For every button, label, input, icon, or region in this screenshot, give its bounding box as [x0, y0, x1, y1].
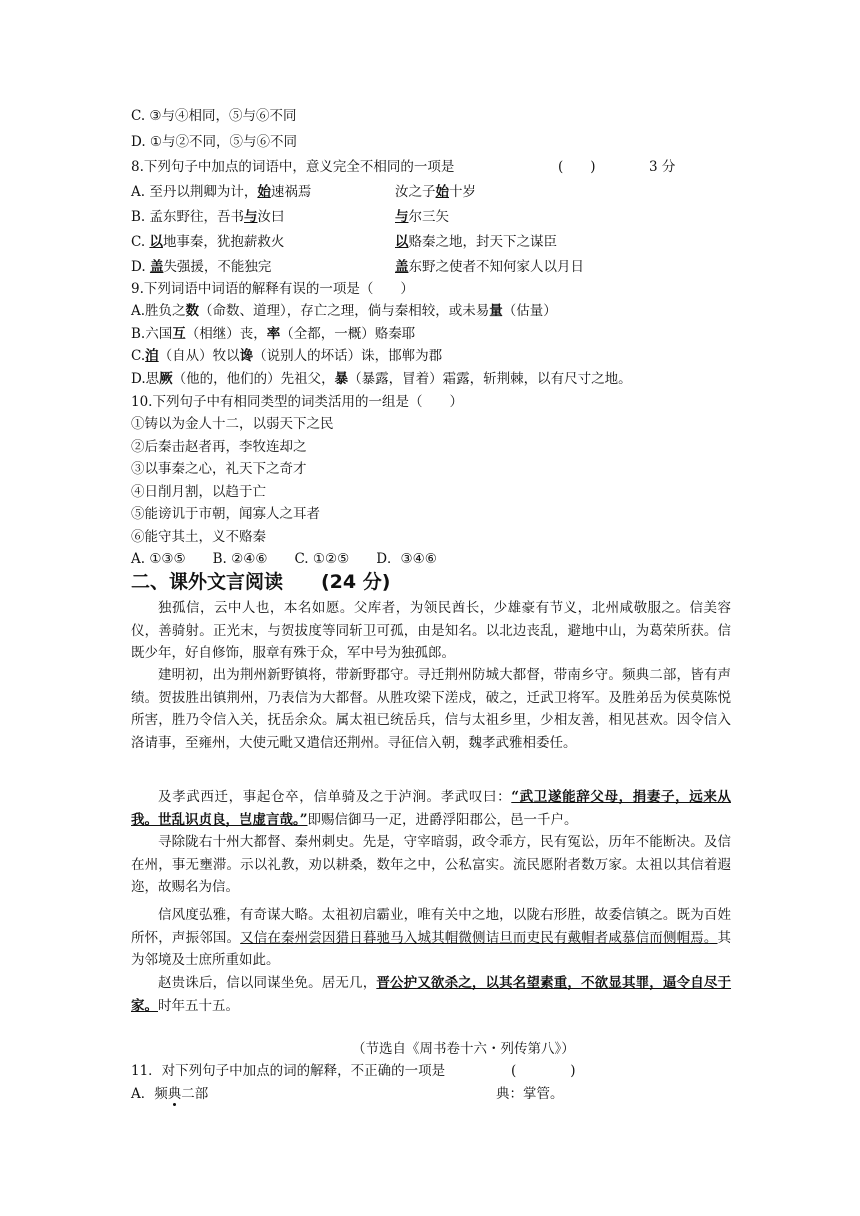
q8-option-d: D. 盖失强援，不能独完 — [131, 259, 272, 275]
q9-option-a: A.胜负之数（命数、道理），存亡之理，倘与秦相较，或未易量（估量） — [131, 303, 557, 319]
underlined-sentence: 晋公护又欲杀之，以其名望素重，不欲显其罪，逼令自尽于家。 — [131, 975, 732, 1014]
q8-option-b: B. 孟东野往，吾书与汝曰 — [131, 209, 285, 225]
dotted-word: 盖 — [149, 259, 164, 275]
q10-item: ④日削月割，以趋于亡 — [131, 484, 266, 500]
q9-option-c: C.洎（自从）牧以谗（说别人的坏话）诛，邯郸为郡 — [131, 348, 443, 364]
q10-item: ①铸以为金人十二，以弱天下之民 — [131, 416, 334, 432]
passage-paragraph-3: 及孝武西迁，事起仓卒，信单骑及之于泸涧。孝武叹曰：“武卫遂能辞父母，捐妻子，远来从我。世乱识贞良，岂虚言哉。”即赐信御马一疋，进爵浮阳郡公，邑一千户。 — [131, 789, 732, 828]
dotted-word: 盖 — [395, 259, 409, 275]
q9-option-b: B.六国互（相继）丧，率（全都，一概）赂秦耶 — [131, 326, 416, 342]
q11-option-a-answer: 典：掌管。 — [496, 1086, 564, 1102]
q8-option-b-pair: 与尔三矢 — [395, 209, 449, 225]
underlined-quote: “武卫遂能辞父母，捐妻子，远来从我。世乱识贞良，岂虚言哉。” — [131, 789, 732, 828]
underlined-sentence: 又信在秦州尝因猎日暮驰马入城其帽微侧诘旦而吏民有戴帽者咸慕信而侧帽焉。 — [240, 929, 718, 946]
q8-option-a-pair: 汝之子始十岁 — [395, 184, 476, 200]
passage-paragraph-2: 建明初，出为荆州新野镇将，带新野郡守。寻迁荆州防城大都督，带南乡守。频典二部，皆有声绩。贺拔胜出镇荆州，乃表信为大都督。从胜攻梁下溠戍，破之，迁武卫将军。及胜弟岳为侯莫陈悦所害，胜乃令信入关，抚岳余众。属太祖已统岳兵，信与太祖乡里，少相友善，相见甚欢。因令信入洛请事，至雍州，大使元毗又遣信还荆州。寻征信入朝，魏孝武雅相委任。 — [131, 667, 731, 751]
q11-stem: 11．对下列句子中加点的词的解释，不正确的一项是 — [131, 1063, 446, 1079]
passage-paragraph-5: 信风度弘雅，有奇谋大略。太祖初启霸业，唯有关中之地，以陇右形胜，故委信镇之。既为百姓所怀，声振邻国。又信在秦州尝因猎日暮驰马入城其帽微侧诘旦而吏民有戴帽者咸慕信而侧帽焉。其为邻境及士庶所重如此。 — [131, 907, 732, 968]
dotted-word: 始 — [435, 184, 449, 200]
passage-paragraph-4: 寻除陇右十州大都督、秦州刺史。先是，守宰暗弱，政令乖方，民有冤讼，历年不能断决。及信在州，事无壅滞。示以礼教，劝以耕桑，数年之中，公私富实。流民愿附者数万家。太祖以其信着遐迩，故赐名为信。 — [131, 834, 731, 895]
dotted-word: 以 — [149, 234, 163, 250]
section-heading: 二、课外文言阅读 (24 分) — [131, 571, 391, 593]
dotted-word: 始 — [257, 184, 271, 200]
dotted-word: 以 — [395, 234, 409, 250]
q8-paren: ( ) — [558, 159, 596, 175]
q8-stem: 8.下列句子中加点的词语中，意义完全不相同的一项是 — [131, 159, 455, 175]
q9-stem: 9.下列词语中词语的解释有误的一项是（ ） — [131, 281, 414, 297]
q10-item: ②后秦击赵者再，李牧连却之 — [131, 439, 307, 455]
dotted-word: 与 — [395, 209, 409, 225]
passage-paragraph-1: 独孤信，云中人也，本名如愿。父库者，为领民酋长，少雄豪有节义，北州咸敬服之。信美容仪，善骑射。正光末，与贺拔度等同斩卫可孤，由是知名。以北边丧乱，避地中山，为葛荣所获。信既少年，好自修饰，服章有殊于众，军中号为独孤郎。 — [131, 600, 731, 661]
q10-item: ③以事秦之心，礼天下之奇才 — [131, 461, 307, 477]
source-citation: （节选自《周书卷十六・列传第八》） — [352, 1041, 575, 1057]
dotted-word: 典 — [167, 1086, 182, 1102]
q10-item: ⑤能谤讥于市朝，闻寡人之耳者 — [131, 506, 320, 522]
q11-paren: ( ) — [511, 1063, 576, 1079]
q10-item: ⑥能守其土，义不赂秦 — [131, 529, 266, 545]
dotted-word: 与 — [244, 209, 258, 225]
q8-option-a: A. 至丹以荆卿为计，始速祸焉 — [131, 184, 312, 200]
q9-option-d: D.思厥（他的，他们的）先祖父，暴（暴露，冒着）霜露，斩荆棘，以有尺寸之地。 — [131, 371, 632, 387]
q11-option-a: A．频典二部 — [131, 1086, 209, 1102]
passage-paragraph-6: 赵贵诛后，信以同谋坐免。居无几，晋公护又欲杀之，以其名望素重，不欲显其罪，逼令自尽于家。时年五十五。 — [131, 975, 732, 1014]
q10-stem: 10.下列句子中有相同类型的词类活用的一组是（ ） — [131, 394, 463, 410]
q10-options: A. ①③⑤ B. ②④⑥ C. ①②⑤ D．③④⑥ — [131, 551, 437, 567]
q8-option-c: C. 以地事秦，犹抱薪救火 — [131, 234, 285, 250]
q7-option-c: C. ③与④相同，⑤与⑥不同 — [131, 108, 297, 124]
q7-option-d: D. ①与②不同，⑤与⑥不同 — [131, 134, 298, 150]
q8-score: 3 分 — [649, 159, 676, 175]
q8-option-c-pair: 以赂秦之地，封天下之谋臣 — [395, 234, 557, 250]
q8-option-d-pair: 盖东野之使者不知何家人以月日 — [395, 259, 584, 275]
